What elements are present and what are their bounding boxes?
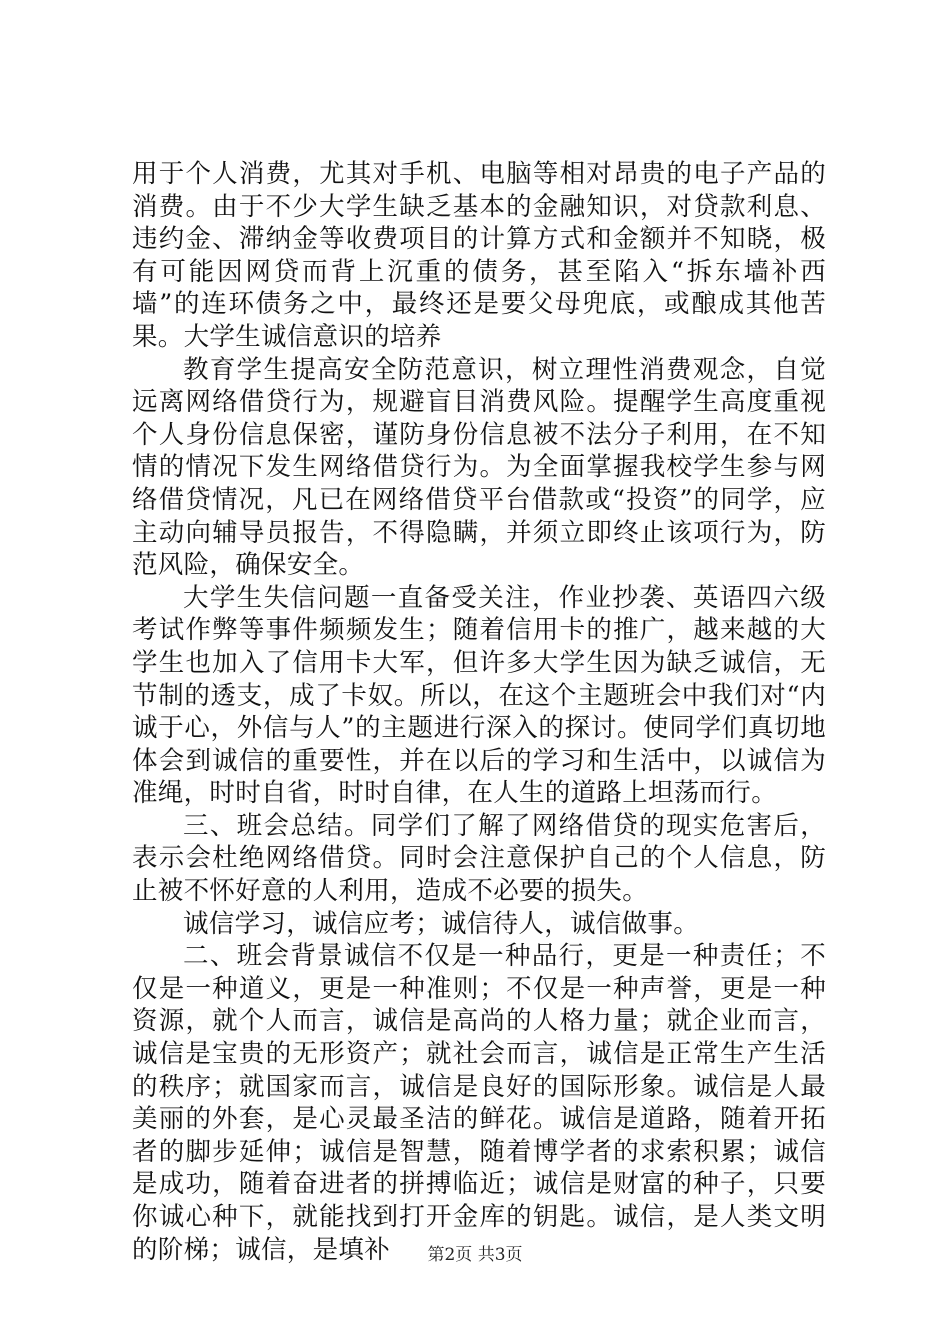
paragraph-1: 用于个人消费，尤其对手机、电脑等相对昂贵的电子产品的消费。由于不少大学生缺乏基本的金融知识，对贷款利息、违约金、滞纳金等收费项目的计算方式和金额并不知晓，极有可能因网贷而背上沉重的债务，甚至陷入“拆东墙补西墙”的连环债务之中，最终还是要父母兜底，或酿成其他苦果。大学生诚信意识的培养 xyxy=(132,159,826,352)
paragraph-5: 诚信学习，诚信应考；诚信待人，诚信做事。 xyxy=(183,908,700,939)
paragraph-6: 二、班会背景诚信不仅是一种品行，更是一种责任；不仅是一种道义，更是一种准则；不仅是一种声誉，更是一种资源，就个人而言，诚信是高尚的人格力量；就企业而言，诚信是宝贵的无形资产；就社会而言，诚信是正常生产生活的秩序；就国家而言，诚信是良好的国际形象。诚信是人最美丽的外套，是心灵最圣洁的鲜花。诚信是道路，随着开拓者的脚步延伸；诚信是智慧，随着博学者的求索积累；诚信是成功，随着奋进者的拼搏临近；诚信是财富的种子，只要你诚心种下，就能找到打开金库的钥匙。诚信，是人类文明的阶梯；诚信，是填补 xyxy=(132,941,826,1265)
paragraph-4: 三、班会总结。同学们了解了网络借贷的现实危害后，表示会杜绝网络借贷。同时会注意保护自己的个人信息，防止被不怀好意的人利用，造成不必要的损失。 xyxy=(132,810,826,907)
page-number-footer: 第2页 共3页 xyxy=(427,1245,523,1265)
paragraph-3: 大学生失信问题一直备受关注，作业抄袭、英语四六级考试作弊等事件频频发生；随着信用卡的推广，越来越的大学生也加入了信用卡大军，但许多大学生因为缺乏诚信，无节制的透支，成了卡奴。所以，在这个主题班会中我们对“内诚于心，外信与人”的主题进行深入的探讨。使同学们真切地体会到诚信的重要性，并在以后的学习和生活中，以诚信为准绳，时时自省，时时自律，在人生的道路上坦荡而行。 xyxy=(132,582,826,809)
document-body xyxy=(132,158,826,1266)
paragraph-2: 教育学生提高安全防范意识，树立理性消费观念，自觉远离网络借贷行为，规避盲目消费风险。提醒学生高度重视个人身份信息保密，谨防身份信息被不法分子利用，在不知情的情况下发生网络借贷行为。为全面掌握我校学生参与网络借贷情况，凡已在网络借贷平台借款或“投资”的同学，应主动向辅导员报告，不得隐瞒，并须立即终止该项行为，防范风险，确保安全。 xyxy=(132,354,826,581)
